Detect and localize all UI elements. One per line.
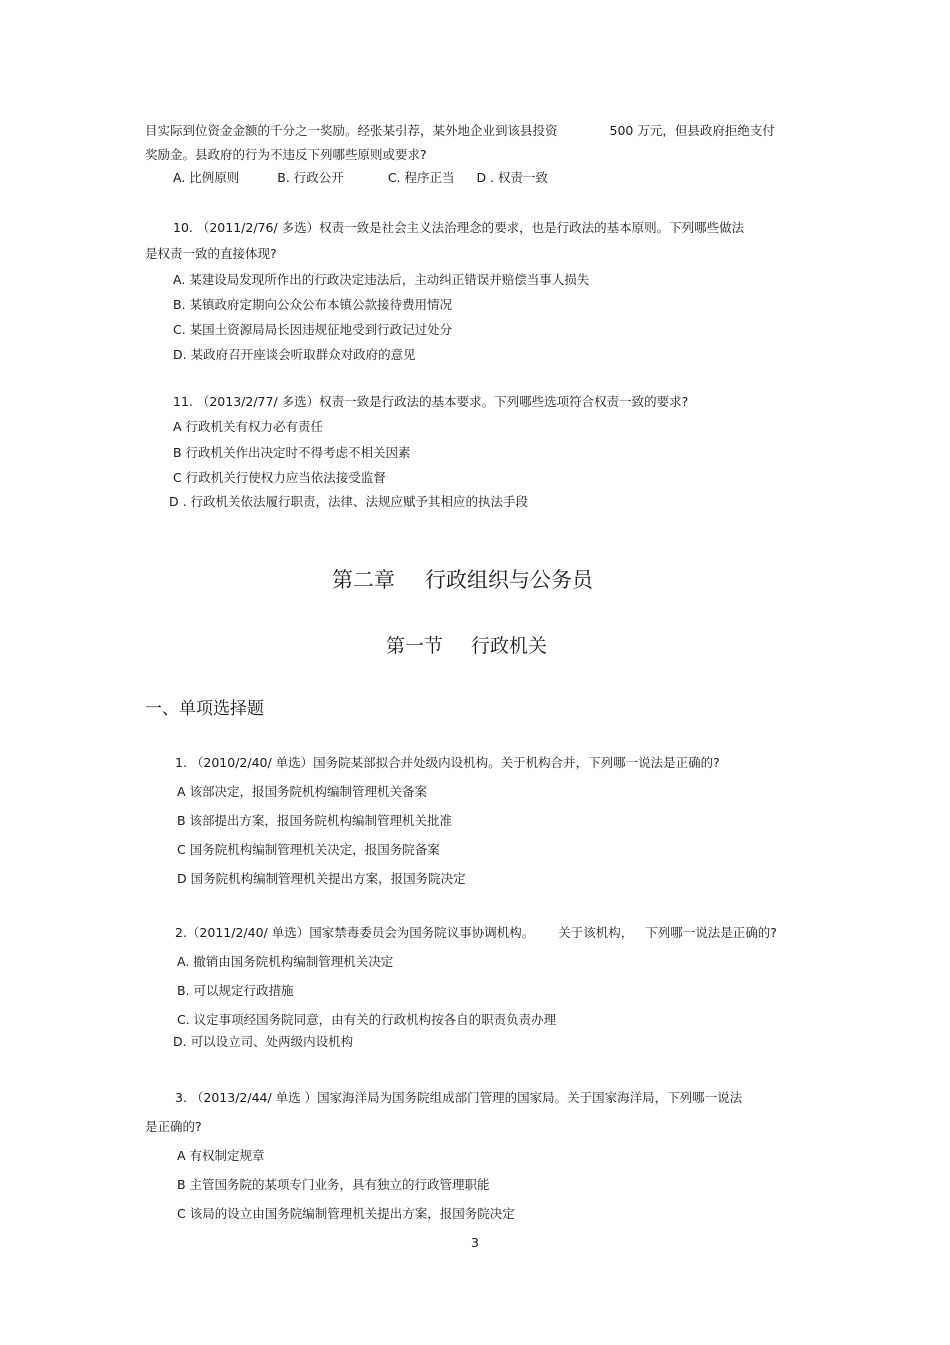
section-heading xyxy=(386,635,547,658)
intro-option-c: C. 程序正当 xyxy=(387,170,455,185)
q11-stem: 11. （2013/2/77/ 多选）权责一致是行政法的基本要求。下列哪些选项符合权责一致的要求? xyxy=(173,394,689,409)
intro-option-d: D . 权责一致 xyxy=(476,170,549,185)
q11-option-d: D . 行政机关依法履行职责，法律、法规应赋予其相应的执法手段 xyxy=(169,494,529,509)
intro-option-a: A. 比例原则 xyxy=(173,170,240,185)
section-title: 行政机关 xyxy=(471,635,548,657)
s3-option-b: B 主管国务院的某项专门业务，具有独立的行政管理职能 xyxy=(177,1177,490,1192)
chapter-number: 第二章 xyxy=(332,568,395,592)
s1-option-d: D 国务院机构编制管理机关提出方案，报国务院决定 xyxy=(177,871,466,886)
s2-stem xyxy=(175,925,777,940)
q11-option-a: A 行政机关有权力必有责任 xyxy=(173,419,324,434)
q11-option-c: C 行政机关行使权力应当依法接受监督 xyxy=(173,470,386,485)
s2-option-a: A. 撤销由国务院机构编制管理机关决定 xyxy=(177,954,394,969)
s3-option-a: A 有权制定规章 xyxy=(177,1148,265,1163)
s2-option-d: D. 可以设立司、处两级内设机构 xyxy=(173,1034,354,1049)
s2-option-b: B. 可以规定行政措施 xyxy=(177,983,294,998)
q10-stem-line-2: 是权责一致的直接体现? xyxy=(145,246,277,261)
s3-stem-line-1: 3. （2013/2/44/ 单选 ）国家海洋局为国务院组成部门管理的国家局。关于国家海洋局，下列哪一说法 xyxy=(175,1090,743,1105)
s3-stem-line-2: 是正确的? xyxy=(145,1119,202,1134)
q11-option-b: B 行政机关作出决定时不得考虑不相关因素 xyxy=(173,445,411,460)
s1-option-a: A 该部决定，报国务院机构编制管理机关备案 xyxy=(177,784,428,799)
intro-line-2: 奖励金。县政府的行为不违反下列哪些原则或要求? xyxy=(145,147,427,162)
page-number: 3 xyxy=(471,1235,479,1250)
s1-option-c: C 国务院机构编制管理机关决定，报国务院备案 xyxy=(177,842,440,857)
intro-options xyxy=(173,170,548,185)
chapter-title: 行政组织与公务员 xyxy=(425,568,593,592)
s2-stem-part-1: 2.（2011/2/40/ 单选）国家禁毒委员会为国务院议事协调机构。 xyxy=(175,925,535,940)
s1-option-b: B 该部提出方案，报国务院机构编制管理机关批准 xyxy=(177,813,453,828)
s1-stem: 1. （2010/2/40/ 单选）国务院某部拟合并处级内设机构。关于机构合并，下列哪一说法是正确的? xyxy=(175,755,720,770)
q10-option-b: B. 某镇政府定期向公众公布本镇公款接待费用情况 xyxy=(173,297,453,312)
q10-option-a: A. 某建设局发现所作出的行政决定违法后，主动纠正错误并赔偿当事人损失 xyxy=(173,272,590,287)
s2-stem-part-3: 下列哪一说法是正确的? xyxy=(645,925,777,940)
intro-line-1 xyxy=(145,123,775,138)
section-number: 第一节 xyxy=(386,635,444,657)
intro-option-b: B. 行政公开 xyxy=(277,170,344,185)
intro-amount: 500 万元，但县政府拒绝支付 xyxy=(609,123,775,138)
q10-option-c: C. 某国土资源局局长因违规征地受到行政记过处分 xyxy=(173,322,453,337)
intro-line-1-text: 目实际到位资金金额的千分之一奖励。经张某引荐，某外地企业到该县投资 xyxy=(145,123,558,138)
q10-stem-line-1: 10. （2011/2/76/ 多选）权责一致是社会主义法治理念的要求，也是行政法的基本原则。下列哪些做法 xyxy=(173,220,745,235)
s2-option-c: C. 议定事项经国务院同意，由有关的行政机构按各自的职责负责办理 xyxy=(177,1012,557,1027)
s3-option-c: C 该局的设立由国务院编制管理机关提出方案，报国务院决定 xyxy=(177,1206,515,1221)
q10-option-d: D. 某政府召开座谈会听取群众对政府的意见 xyxy=(173,347,416,362)
part-heading: 一、单项选择题 xyxy=(145,699,264,719)
s2-stem-part-2: 关于该机构， xyxy=(558,925,634,940)
chapter-heading xyxy=(332,568,593,593)
